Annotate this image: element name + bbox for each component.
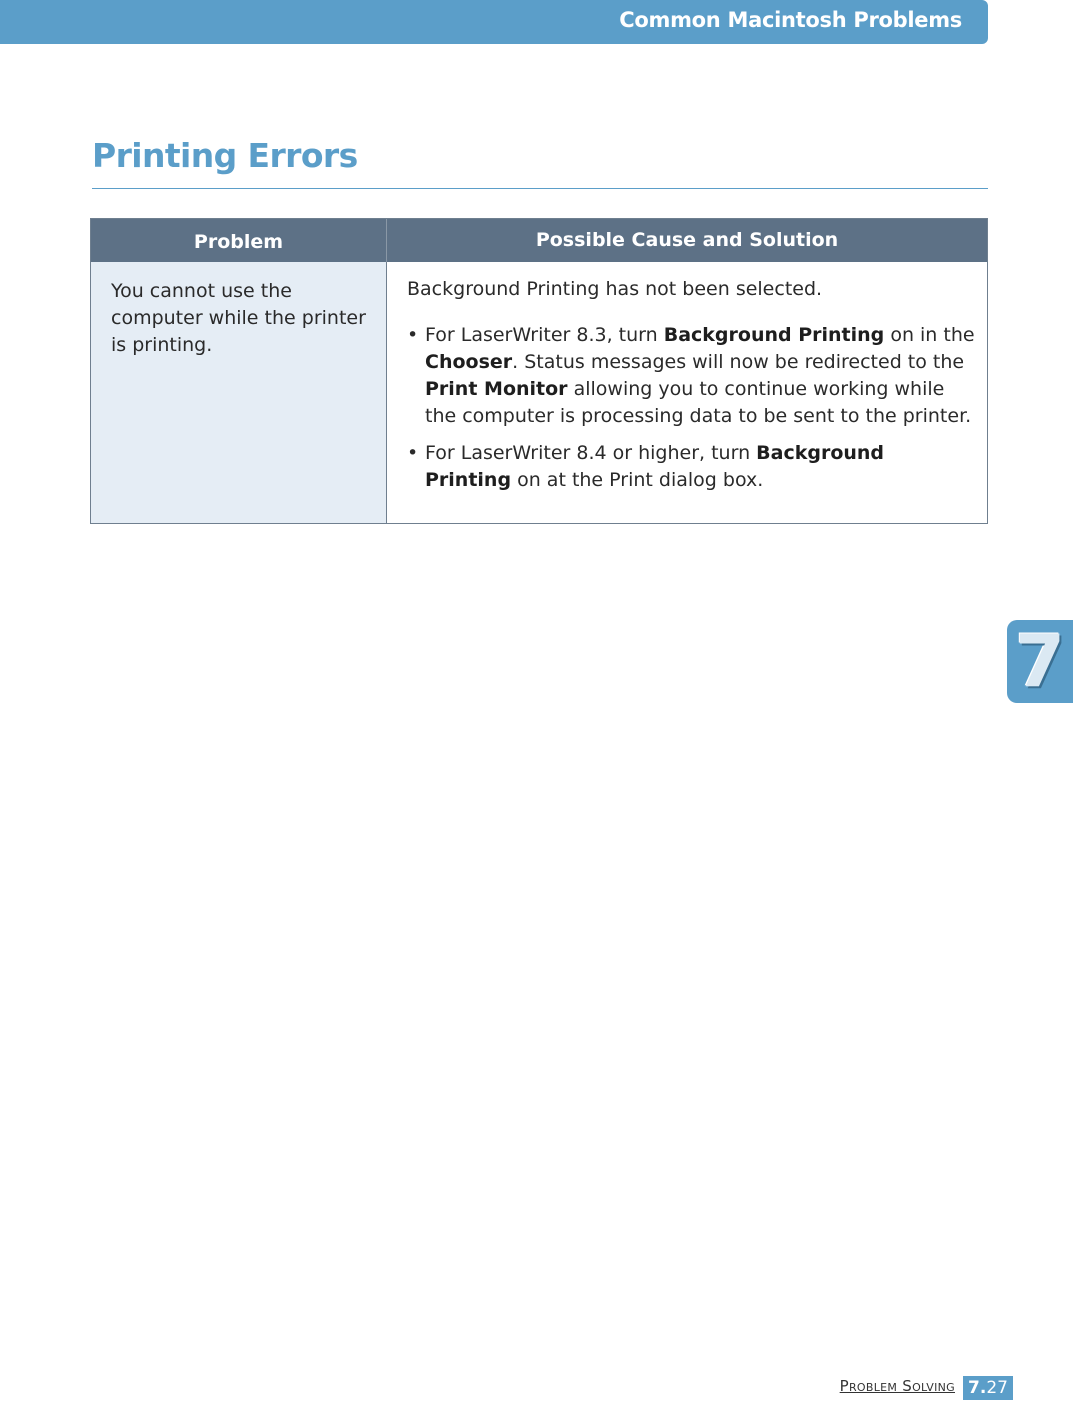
bullet-text: on at the Print dialog box. [511, 469, 764, 491]
bullet-text: For LaserWriter 8.4 or higher, turn [425, 442, 757, 464]
problem-cell: You cannot use the computer while the printer is printing. [91, 262, 387, 523]
bullet-text: . Status messages will now be redirected to the [512, 351, 965, 373]
column-header-solution: Possible Cause and Solution [535, 228, 839, 251]
chapter-number: 7 [1014, 619, 1066, 703]
section-banner-text: Common Macintosh Problems [619, 8, 962, 32]
section-banner [0, 0, 988, 44]
page-num: 27 [986, 1378, 1008, 1398]
chapter-tab [1007, 620, 1073, 703]
troubleshooting-table [90, 218, 988, 524]
setting-name: Chooser [425, 351, 513, 373]
setting-name: Background Printing [425, 442, 885, 491]
table-row [91, 262, 987, 523]
cause-text: Background Printing has not been selected. [407, 278, 823, 300]
solution-bullet [407, 440, 975, 494]
bullet-icon: • [407, 442, 419, 464]
table-header-row [91, 219, 987, 262]
bullet-text: For LaserWriter 8.3, turn [425, 324, 664, 346]
bullet-icon: • [407, 324, 419, 346]
solution-bullet [407, 322, 975, 430]
solution-cell [387, 262, 987, 523]
bullet-text: on in the [884, 324, 975, 346]
page-chapter: 7. [968, 1378, 987, 1398]
footer-section-label: Problem Solving [839, 1377, 955, 1395]
setting-name: Print Monitor [425, 378, 568, 400]
page-number [963, 1376, 1013, 1400]
column-header-problem: Problem [91, 219, 387, 262]
setting-name: Background Printing [663, 324, 885, 346]
title-divider [92, 188, 988, 189]
bullet-text: allowing you to continue working while the computer is processing data to be sent to the printer. [425, 378, 972, 427]
page-title: Printing Errors [92, 136, 358, 175]
